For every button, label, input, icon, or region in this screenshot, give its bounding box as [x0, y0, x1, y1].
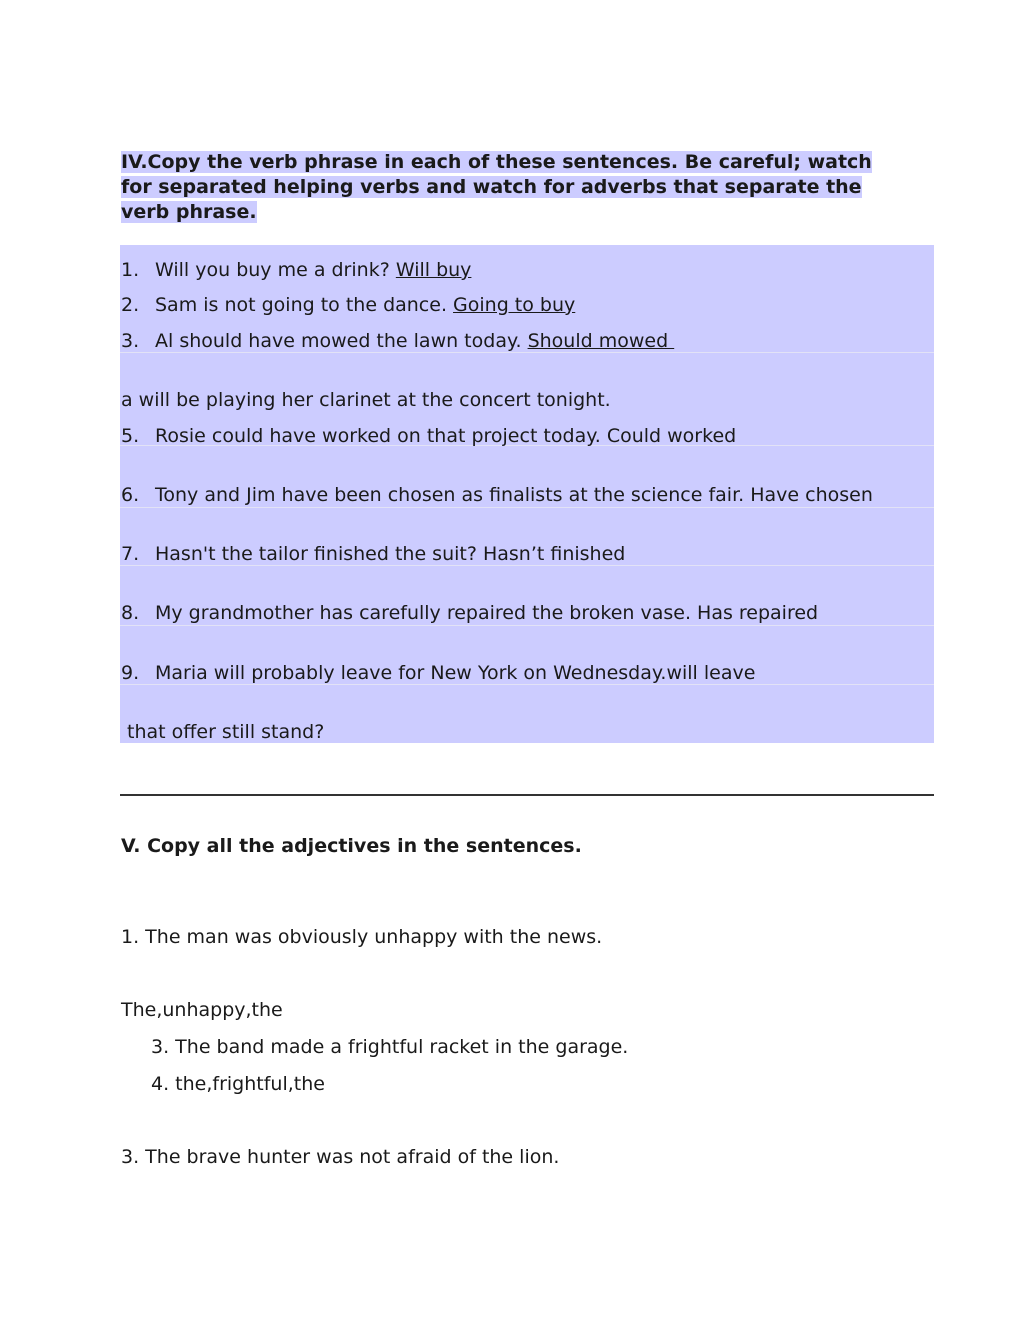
- item-sentence: Sam is not going to the dance.: [155, 294, 454, 316]
- adjective-item-1: 1. The man was obviously unhappy with the news.: [121, 926, 603, 948]
- adjective-item-2: 3. The band made a frightful racket in the garage.: [151, 1036, 629, 1058]
- row-divider: [120, 507, 934, 508]
- exercise-item-5: [121, 424, 736, 448]
- adjective-item-3: 3. The brave hunter was not afraid of the lion.: [121, 1146, 560, 1168]
- item-sentence: Al should have mowed the lawn today.: [155, 330, 528, 352]
- heading-line-1: IV.Copy the verb phrase in each of these sentences. Be careful; watch: [121, 151, 872, 173]
- exercise-item-1: [121, 258, 471, 282]
- adjective-answer-1: The,unhappy,the: [121, 999, 283, 1021]
- item-number: 1.: [121, 259, 140, 281]
- item-sentence: Rosie could have worked on that project today. Could worked: [155, 425, 737, 447]
- section-5-heading: V. Copy all the adjectives in the sentences.: [121, 835, 582, 857]
- item-number: 8.: [121, 602, 140, 624]
- exercise-item-3: [121, 329, 674, 353]
- exercise-item-6: [121, 483, 873, 507]
- row-divider: [120, 625, 934, 626]
- item-number: 3.: [121, 330, 140, 352]
- item-sentence: Will you buy me a drink?: [155, 259, 396, 281]
- exercise-item-8: [121, 601, 818, 625]
- item-sentence: Tony and Jim have been chosen as finalists at the science fair. Have chosen: [155, 484, 873, 506]
- item-number: 2.: [121, 294, 140, 316]
- item-number: 6.: [121, 484, 140, 506]
- section-4-heading: [121, 150, 933, 225]
- item-number: 7.: [121, 543, 140, 565]
- item-answer: Should mowed: [527, 330, 675, 352]
- item-sentence: Hasn't the tailor finished the suit? Hasn’t finished: [155, 543, 626, 565]
- item-sentence: a will be playing her clarinet at the concert tonight.: [121, 389, 611, 411]
- item-number: 5.: [121, 425, 140, 447]
- horizontal-rule: [120, 794, 934, 796]
- heading-line-3: verb phrase.: [121, 201, 257, 223]
- item-answer: Going to buy: [453, 294, 576, 316]
- heading-line-2: for separated helping verbs and watch for adverbs that separate the: [121, 176, 862, 198]
- exercise-item-10: [121, 720, 324, 744]
- exercise-item-7: [121, 542, 625, 566]
- exercise-item-9: [121, 661, 755, 685]
- adjective-answer-2: 4. the,frightful,the: [151, 1073, 325, 1095]
- item-answer: Will buy: [395, 259, 472, 281]
- exercise-item-4: [121, 388, 611, 412]
- item-sentence: that offer still stand?: [121, 721, 325, 743]
- item-sentence: My grandmother has carefully repaired the broken vase. Has repaired: [155, 602, 819, 624]
- exercise-item-2: [121, 293, 575, 317]
- item-number: 9.: [121, 662, 140, 684]
- item-sentence: Maria will probably leave for New York on Wednesday.will leave: [155, 662, 756, 684]
